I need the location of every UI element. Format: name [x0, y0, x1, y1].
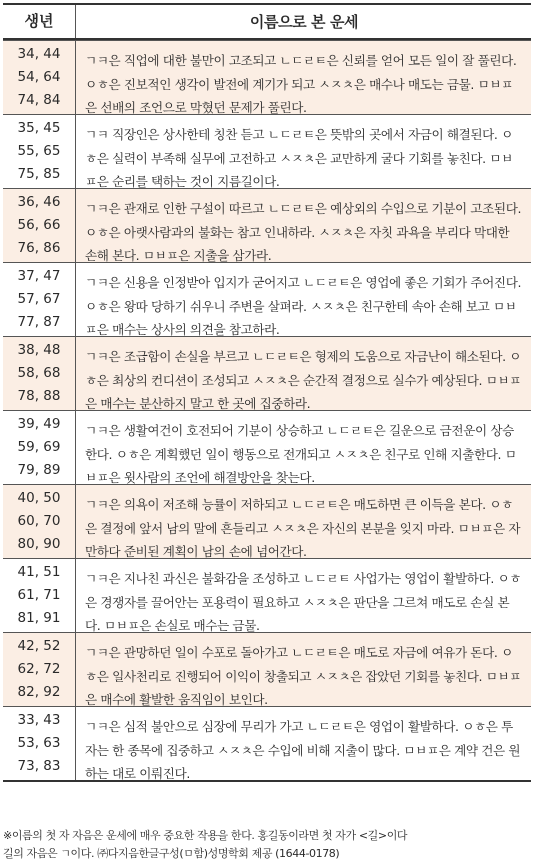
birth-year-pair: 80, 90 — [17, 536, 61, 552]
fortune-text: ㄱㅋ은 생활여건이 호전되어 기분이 상승하고 ㄴㄷㄹㅌ은 길운으로 금전운이 상승한다. ㅇㅎ은 계획했던 일이 행동으로 전개되고 ㅅㅈㅊ은 친구로 인해 지출한다. ㅁㅂㅍ은 윗사람의 조언에 해결방안을 찾는다. — [85, 423, 517, 485]
birth-years-cell — [3, 263, 76, 336]
fortune-text: ㄱㅋ은 조급함이 손실을 부르고 ㄴㄷㄹㅌ은 형제의 도움으로 자금난이 해소된다. ㅇㅎ은 최상의 컨디션이 조성되고 ㅅㅈㅊ은 순간적 결정으로 실수가 예상된다. ㅁㅂㅍ은 매수는 분산하지 말고 한 곳에 집중하라. — [85, 349, 522, 411]
birth-year-pair: 62, 72 — [17, 661, 61, 677]
table-header — [3, 5, 531, 40]
fortune-text: ㄱㅋ은 지나친 과신은 불화감을 조성하고 ㄴㄷㄹㅌ 사업가는 영업이 활발하다. ㅇㅎ은 경쟁자를 끌어안는 포용력이 필요하고 ㅅㅈㅊ은 판단을 그르쳐 매도로 손실 본다. ㅁㅂㅍ은 손실로 매수는 금물. — [85, 571, 522, 633]
header-fortune: 이름으로 본 운세 — [249, 12, 359, 31]
fortune-text: ㄱㅋ은 직업에 대한 불만이 고조되고 ㄴㄷㄹㅌ은 신뢰를 얻어 모든 일이 잘 풀린다. ㅇㅎ은 진보적인 생각이 발전에 계기가 되고 ㅅㅈㅊ은 매수나 매도는 금물. ㅁㅂㅍ은 선배의 조언으로 막혔던 문제가 풀린다. — [85, 53, 517, 115]
birth-year-pair: 33, 43 — [17, 712, 61, 728]
table-row — [3, 40, 531, 114]
birth-years-cell — [3, 411, 76, 484]
table-row — [3, 336, 531, 410]
birth-year-pair: 40, 50 — [17, 490, 61, 506]
birth-year-pair: 53, 63 — [17, 735, 61, 751]
birth-year-pair: 39, 49 — [17, 416, 61, 432]
table-row — [3, 188, 531, 262]
fortune-text: ㄱㅋ 직장인은 상사한테 칭찬 듣고 ㄴㄷㄹㅌ은 뜻밖의 곳에서 자금이 해결된다. ㅇㅎ은 실력이 부족해 실무에 고전하고 ㅅㅈㅊ은 교만하게 굴다 기회를 놓친다. ㅁㅂㅍ은 순리를 택하는 것이 지름길이다. — [85, 127, 513, 189]
birth-year-pair: 42, 52 — [17, 638, 61, 654]
birth-year-pair: 34, 44 — [17, 46, 61, 62]
table-row — [3, 706, 531, 780]
birth-year-pair: 61, 71 — [17, 587, 61, 603]
birth-years-cell — [3, 189, 76, 262]
table-row — [3, 410, 531, 484]
birth-year-pair: 81, 91 — [17, 610, 61, 626]
fortune-text: ㄱㅋ은 관망하던 일이 수포로 돌아가고 ㄴㄷㄹㅌ은 매도로 자금에 여유가 돈다. ㅇㅎ은 일사천리로 진행되어 이익이 창출되고 ㅅㅈㅊ은 잡았던 기회를 놓친다. ㅁㅂㅍ은 매수에 활발한 움직임이 보인다. — [85, 645, 522, 707]
birth-years-cell — [3, 707, 76, 780]
fortune-text: ㄱㅋ은 심적 불안으로 심장에 무리가 가고 ㄴㄷㄹㅌ은 영업이 활발하다. ㅇㅎ은 투자는 한 종목에 집중하고 ㅅㅈㅊ은 수입에 비해 지출이 많다. ㅁㅂㅍ은 계약 건은 원하는 대로 이뤄진다. — [85, 719, 521, 781]
table-row — [3, 484, 531, 558]
birth-years-cell — [3, 559, 76, 632]
birth-year-pair: 74, 84 — [17, 92, 61, 108]
birth-year-pair: 73, 83 — [17, 758, 61, 774]
birth-year-pair: 35, 45 — [17, 120, 61, 136]
birth-year-pair: 77, 87 — [17, 314, 61, 330]
birth-years-cell — [3, 41, 76, 114]
birth-year-pair: 82, 92 — [17, 684, 61, 700]
birth-years-cell — [3, 485, 76, 558]
table-row — [3, 632, 531, 706]
birth-year-pair: 37, 47 — [17, 268, 61, 284]
table-row — [3, 262, 531, 336]
birth-year-pair: 59, 69 — [17, 439, 61, 455]
birth-year-pair: 60, 70 — [17, 513, 61, 529]
birth-year-pair: 55, 65 — [17, 143, 61, 159]
birth-year-pair: 79, 89 — [17, 462, 61, 478]
fortune-text: ㄱㅋ은 관재로 인한 구설이 따르고 ㄴㄷㄹㅌ은 예상외의 수입으로 기분이 고조된다. ㅇㅎ은 아랫사람과의 불화는 참고 인내하라. ㅅㅈㅊ은 자칫 과욕을 부리다 막대한 손해 본다. ㅁㅂㅍ은 지출을 삼가라. — [85, 201, 522, 263]
fortune-text: ㄱㅋ은 의욕이 저조해 능률이 저하되고 ㄴㄷㄹㅌ은 매도하면 큰 이득을 본다. ㅇㅎ은 결정에 앞서 남의 말에 흔들리고 ㅅㅈㅊ은 자신의 본분을 잊지 마라. ㅁㅂㅍ은 자만하다 준비된 계획이 남의 손에 넘어간다. — [85, 497, 521, 559]
birth-year-pair: 57, 67 — [17, 291, 61, 307]
footnote-line-2: 길의 자음은 ㄱ이다. ㈜다지음한글구성(ㅁ함)성명학회 제공 (1644-0178) — [3, 847, 340, 860]
birth-year-pair: 58, 68 — [17, 365, 61, 381]
birth-years-cell — [3, 337, 76, 410]
birth-year-pair: 54, 64 — [17, 69, 61, 85]
birth-year-pair: 78, 88 — [17, 388, 61, 404]
table-row — [3, 558, 531, 632]
birth-year-pair: 76, 86 — [17, 240, 61, 256]
birth-years-cell — [3, 115, 76, 188]
fortune-table — [3, 3, 531, 782]
table-row — [3, 114, 531, 188]
birth-year-pair: 41, 51 — [17, 564, 61, 580]
birth-year-pair: 38, 48 — [17, 342, 61, 358]
birth-years-cell — [3, 633, 76, 706]
birth-year-pair: 75, 85 — [17, 166, 61, 182]
birth-year-pair: 56, 66 — [17, 217, 61, 233]
birth-year-pair: 36, 46 — [17, 194, 61, 210]
header-birth-year: 생년 — [3, 5, 76, 38]
footnote — [3, 827, 531, 863]
footnote-line-1: ※이름의 첫 자 자음은 운세에 매우 중요한 작용을 한다. 홍길동이라면 첫 자가 <길>이다 — [3, 829, 408, 842]
fortune-text: ㄱㅋ은 신용을 인정받아 입지가 굳어지고 ㄴㄷㄹㅌ은 영업에 좋은 기회가 주어진다. ㅇㅎ은 왕따 당하기 쉬우니 주변을 살펴라. ㅅㅈㅊ은 친구한테 속아 손해 보고 ㅁㅂㅍ은 매수는 상사의 의견을 참고하라. — [85, 275, 522, 337]
table-body — [3, 40, 531, 780]
